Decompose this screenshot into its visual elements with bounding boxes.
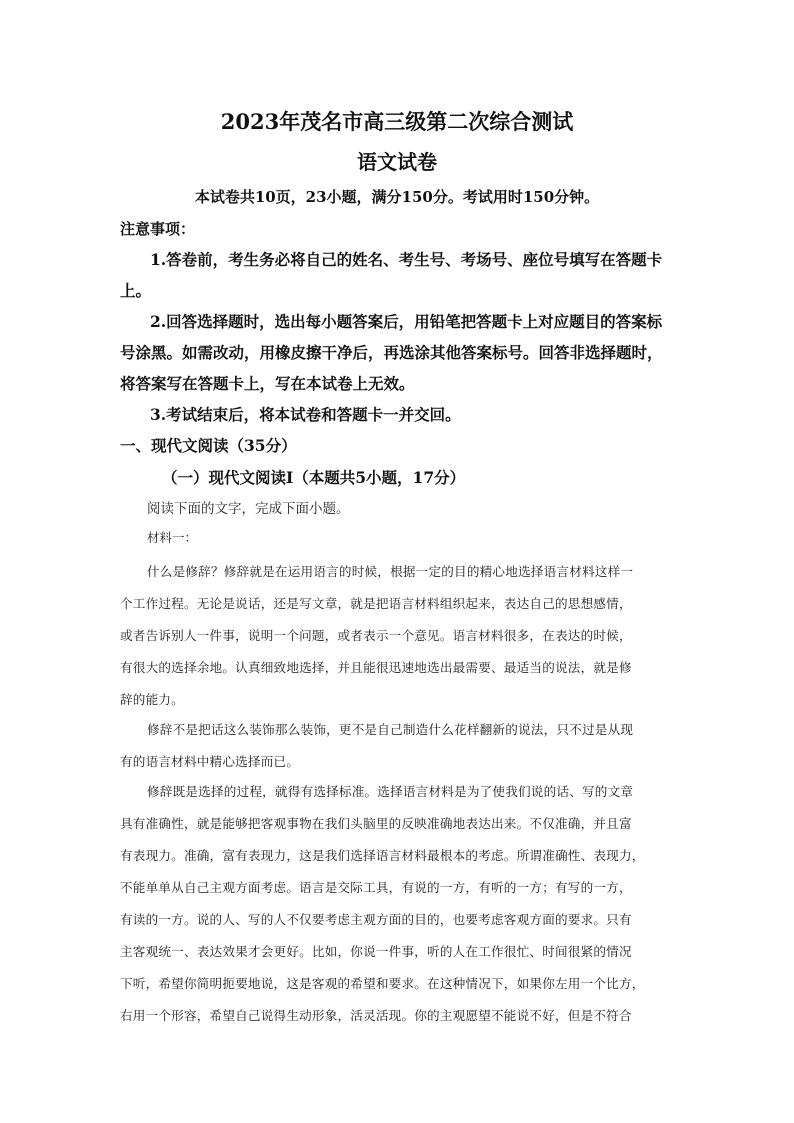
note-line: 将答案写在答题卡上，写在本试卷上无效。 <box>120 374 415 393</box>
body-line: 有表现力。准确，富有表现力，这是我们选择语言材料最根本的考虑。所谓准确性、表现力， <box>120 848 645 863</box>
note-line: 上。 <box>120 281 152 300</box>
material-label: 材料一： <box>147 530 198 545</box>
body-line: 不能单单从自己主观方面考虑。语言是交际工具，有说的一方，有听的一方；有写的一方， <box>120 880 632 895</box>
body-line: 修辞不是把话这么装饰那么装饰，更不是自己制造什么花样翻新的说法，只不过是从现 <box>147 722 634 737</box>
body-line: 有读的一方。说的人、写的人不仅要考虑主观方面的目的，也要考虑客观方面的要求。只有 <box>120 912 632 927</box>
exam-title: 2023年茂名市高三级第二次综合测试 <box>220 109 574 134</box>
body-line: 或者告诉别人一件事，说明一个问题，或者表示一个意见。语言材料很多，在表达的时候， <box>120 628 632 643</box>
exam-subtitle: 语文试卷 <box>357 150 437 174</box>
body-line: 有的语言材料中精心选择而已。 <box>120 754 300 769</box>
body-line: 个工作过程。无论是说话，还是写文章，就是把语言材料组织起来，表达自己的思想感情， <box>120 596 632 611</box>
subsection-heading: （一）现代文阅读Ⅰ（本题共5小题，17分） <box>162 468 466 487</box>
note-line: 1.答卷前，考生务必将自己的姓名、考生号、考场号、座位号填写在答题卡 <box>150 250 663 269</box>
body-line: 什么是修辞？修辞就是在运用语言的时候，根据一定的目的精心地选择语言材料这样一 <box>147 564 634 579</box>
note-line: 2.回答选择题时，选出每小题答案后，用铅笔把答题卡上对应题目的答案标 <box>150 312 663 331</box>
body-line: 具有准确性，就是能够把客观事物在我们头脑里的反映准确地表达出来。不仅准确，并且富 <box>120 816 632 831</box>
note-line: 3.考试结束后，将本试卷和答题卡一并交回。 <box>150 405 461 424</box>
body-line: 下听，希望你简明扼要地说，这是客观的希望和要求。在这种情况下，如果你左用一个比方， <box>120 976 645 991</box>
body-line: 主客观统一、表达效果才会更好。比如，你说一件事，听的人在工作很忙、时间很紧的情况 <box>120 944 632 959</box>
body-line: 辞的能力。 <box>120 692 184 707</box>
exam-info: 本试卷共10页，23小题，满分150分。考试用时150分钟。 <box>194 188 600 206</box>
reading-instruction: 阅读下面的文字，完成下面小题。 <box>147 501 350 517</box>
body-line: 右用一个形容，希望自己说得生动形象，活灵活现。你的主观愿望不能说不好，但是不符合 <box>120 1008 632 1023</box>
body-line: 有很大的选择余地。认真细致地选择，并且能很迅速地选出最需要、最适当的说法，就是修 <box>120 660 632 675</box>
note-line: 号涂黑。如需改动，用橡皮擦干净后，再选涂其他答案标号。回答非选择题时， <box>120 343 663 362</box>
section-heading: 一、现代文阅读（35分） <box>120 436 297 455</box>
notes-heading: 注意事项： <box>120 220 196 238</box>
body-line: 修辞既是选择的过程，就得有选择标准。选择语言材料是为了使我们说的话、写的文章 <box>147 784 634 799</box>
